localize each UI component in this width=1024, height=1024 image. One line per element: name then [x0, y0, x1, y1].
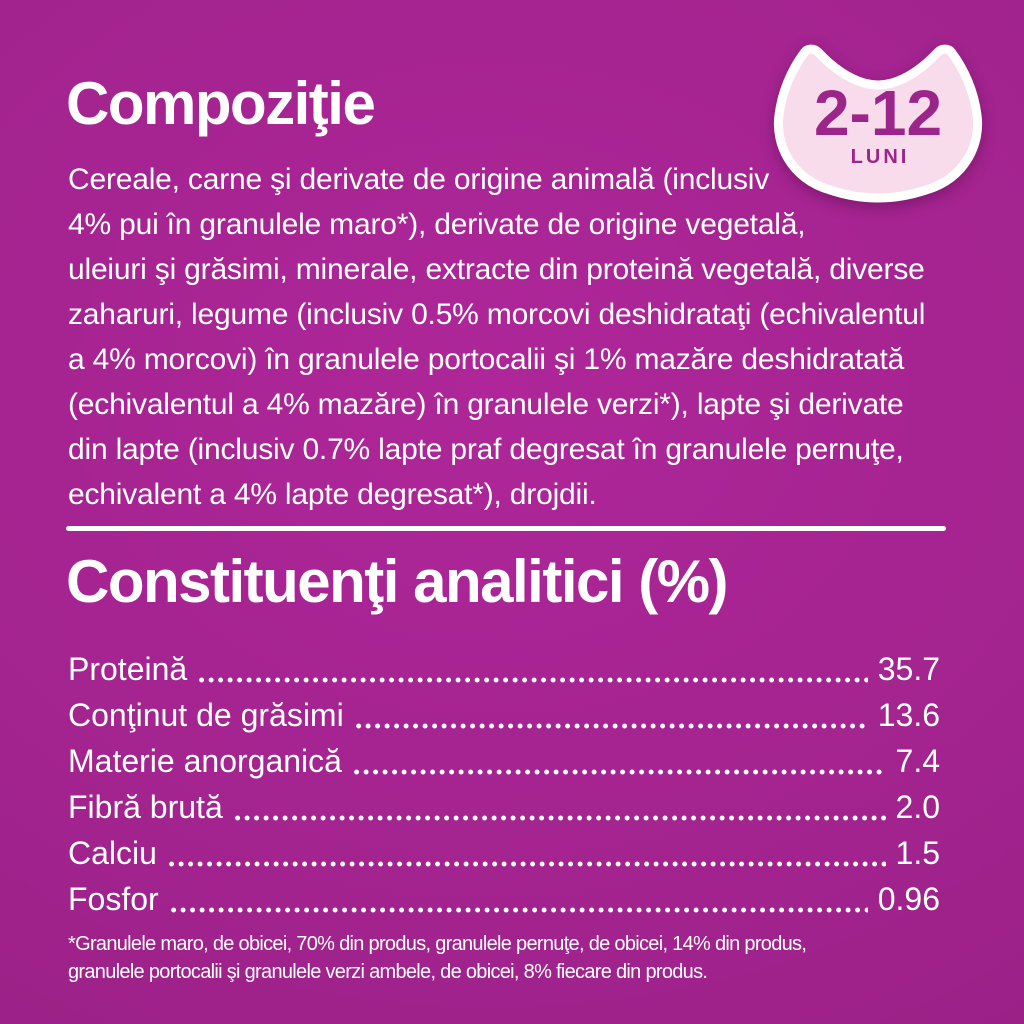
- analytical-row-value: 35.7: [877, 651, 940, 687]
- composition-line: uleiuri şi grăsimi, minerale, extracte din proteină vegetală, diverse: [68, 253, 925, 286]
- analytical-row-label: Fosfor: [68, 881, 159, 917]
- footnote-line: *Granulele maro, de obicei, 70% din produs, granulele pernuţe, de obicei, 14% din produs,: [68, 933, 807, 955]
- dotted-leader: [199, 646, 868, 692]
- analytical-title: Constituenţi analitici (%): [66, 548, 728, 615]
- analytical-row: [68, 784, 940, 830]
- composition-line: echivalent a 4% lapte degresat*), drojdii.: [68, 478, 597, 511]
- dotted-leader: [356, 692, 868, 738]
- dotted-leader: [354, 738, 886, 784]
- analytical-row: [68, 830, 940, 876]
- analytical-row-value: 0.96: [877, 881, 940, 917]
- composition-line: (echivalentul a 4% mazăre) în granulele verzi*), lapte şi derivate: [68, 388, 904, 421]
- age-unit-text: LUNI: [850, 146, 910, 168]
- analytical-row-value: 2.0: [895, 789, 940, 825]
- analytical-row-label: Proteină: [68, 651, 188, 687]
- dotted-leader: [235, 784, 886, 830]
- analytical-row: [68, 738, 940, 784]
- analytical-row-label: Calciu: [68, 835, 157, 871]
- analytical-row-label: Fibră brută: [68, 789, 223, 825]
- analytical-row-label: Materie anorganică: [68, 743, 342, 779]
- composition-line: Cereale, carne şi derivate de origine animală (inclusiv: [68, 163, 770, 196]
- footnote: [68, 931, 806, 986]
- analytical-row-value: 7.4: [895, 743, 940, 779]
- age-range-text: 2-12: [813, 77, 943, 149]
- section-divider: [66, 526, 946, 531]
- analytical-row-value: 13.6: [877, 697, 940, 733]
- composition-line: 4% pui în granulele maro*), derivate de origine vegetală,: [68, 208, 806, 241]
- analytical-row-value: 1.5: [895, 835, 940, 871]
- dotted-leader: [171, 876, 868, 922]
- analytical-table: [68, 646, 940, 922]
- analytical-row: [68, 876, 940, 922]
- analytical-row: [68, 646, 940, 692]
- composition-text: [68, 157, 925, 517]
- composition-line: zaharuri, legume (inclusiv 0.5% morcovi deshidrataţi (echivalentul: [68, 298, 926, 331]
- composition-line: a 4% morcovi) în granulele portocalii şi 1% mazăre deshidratată: [68, 343, 905, 376]
- composition-line: din lapte (inclusiv 0.7% lapte praf degresat în granulele pernuţe,: [68, 433, 904, 466]
- analytical-row-label: Conţinut de grăsimi: [68, 697, 344, 733]
- composition-title: Compoziţie: [66, 70, 375, 137]
- analytical-row: [68, 692, 940, 738]
- footnote-line: granulele portocalii şi granulele verzi ambele, de obicei, 8% fiecare din produs.: [68, 960, 708, 983]
- dotted-leader: [169, 830, 886, 876]
